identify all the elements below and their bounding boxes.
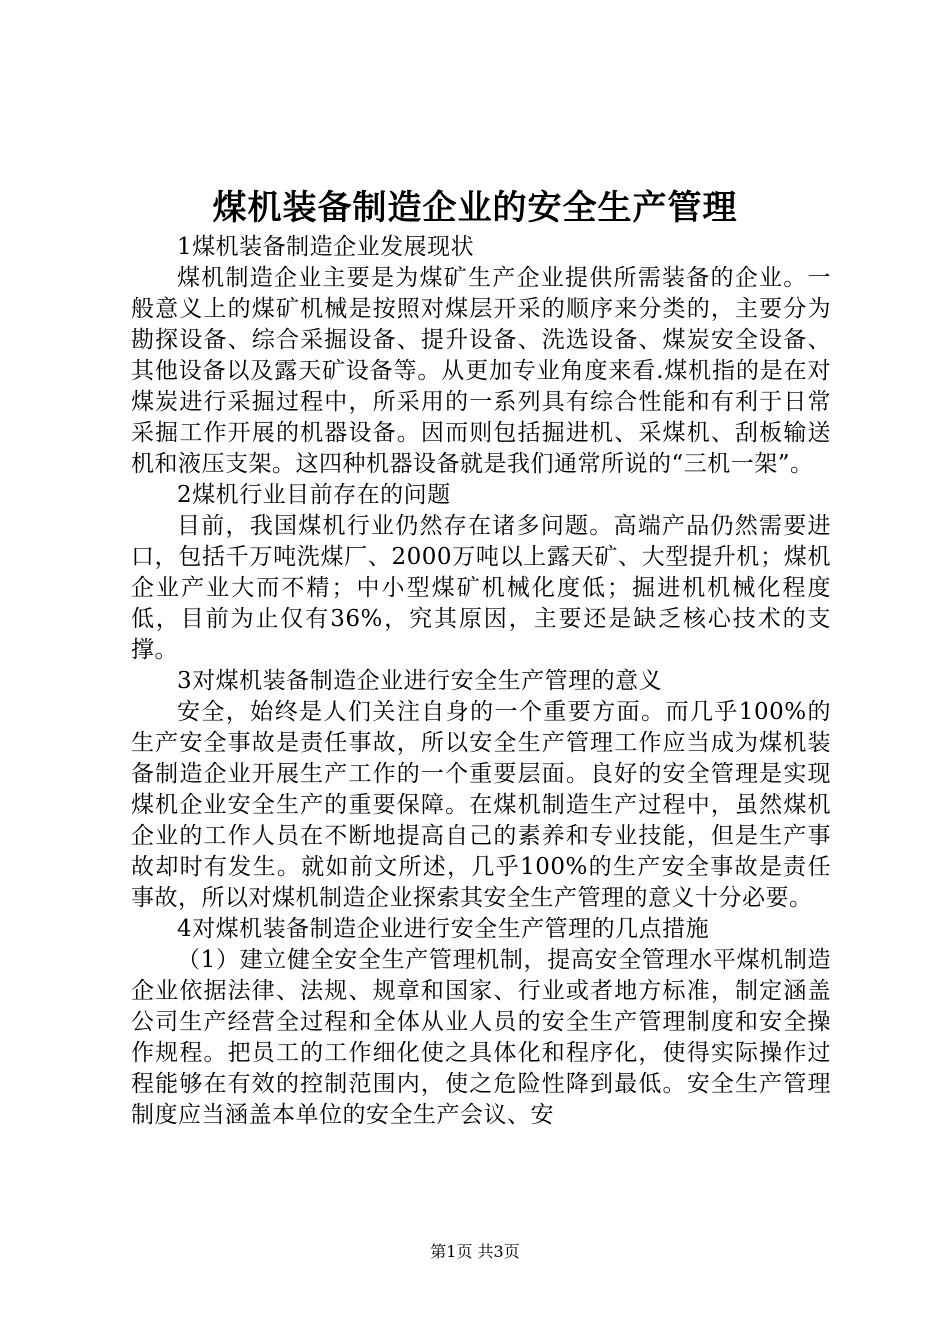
document-title: 煤机装备制造企业的安全生产管理 — [212, 188, 738, 228]
paragraph-3: 安全，始终是人们关注自身的一个重要方面。而几乎100%的生产安全事故是责任事故，所以安全生产管理工作应当成为煤机装备制造企业开展生产工作的一个重要层面。良好的安全管理是实现煤机企业安全生产的重要保障。在煤机制造生产过程中，虽然煤机企业的工作人员在不断地提高自己的素养和专业技能，但是生产事故却时有发生。就如前文所述，几乎100%的生产安全事故是责任事故，所以对煤机制造企业探索其安全生产管理的意义十分必要。 — [131, 699, 831, 911]
section-heading-2: 2煤机行业目前存在的问题 — [177, 482, 451, 508]
section-heading-4: 4对煤机装备制造企业进行安全生产管理的几点措施 — [177, 916, 710, 942]
paragraph-2: 目前，我国煤机行业仍然存在诸多问题。高端产品仍然需要进口，包括千万吨洗煤厂、2000万吨以上露天矿、大型提升机；煤机企业产业大而不精；中小型煤矿机械化度低；掘进机机械化程度低，目前为止仅有36%，究其原因，主要还是缺乏核心技术的支撑。 — [131, 513, 831, 663]
section-heading-1: 1煤机装备制造企业发展现状 — [177, 234, 475, 260]
section-heading-3: 3对煤机装备制造企业进行安全生产管理的意义 — [177, 668, 663, 694]
paragraph-1: 煤机制造企业主要是为煤矿生产企业提供所需装备的企业。一般意义上的煤矿机械是按照对煤层开采的顺序来分类的，主要分为勘探设备、综合采掘设备、提升设备、洗选设备、煤炭安全设备、其他设备以及露天矿设备等。从更加专业角度来看.煤机指的是在对煤炭进行采掘过程中，所采用的一系列具有综合性能和有利于日常采掘工作开展的机器设备。因而则包括掘进机、采煤机、刮板输送机和液压支架。这四种机器设备就是我们通常所说的“三机一架”。 — [131, 265, 831, 477]
paragraph-4: （1）建立健全安全生产管理机制，提高安全管理水平煤机制造企业依据法律、法规、规章和国家、行业或者地方标准，制定涵盖公司生产经营全过程和全体从业人员的安全生产管理制度和安全操作规程。把员工的工作细化使之具体化和程序化，使得实际操作过程能够在有效的控制范围内，使之危险性降到最低。安全生产管理制度应当涵盖本单位的安全生产会议、安 — [131, 947, 831, 1128]
document-body — [131, 232, 831, 1131]
page-number-footer: 第1页 共3页 — [430, 1242, 520, 1261]
